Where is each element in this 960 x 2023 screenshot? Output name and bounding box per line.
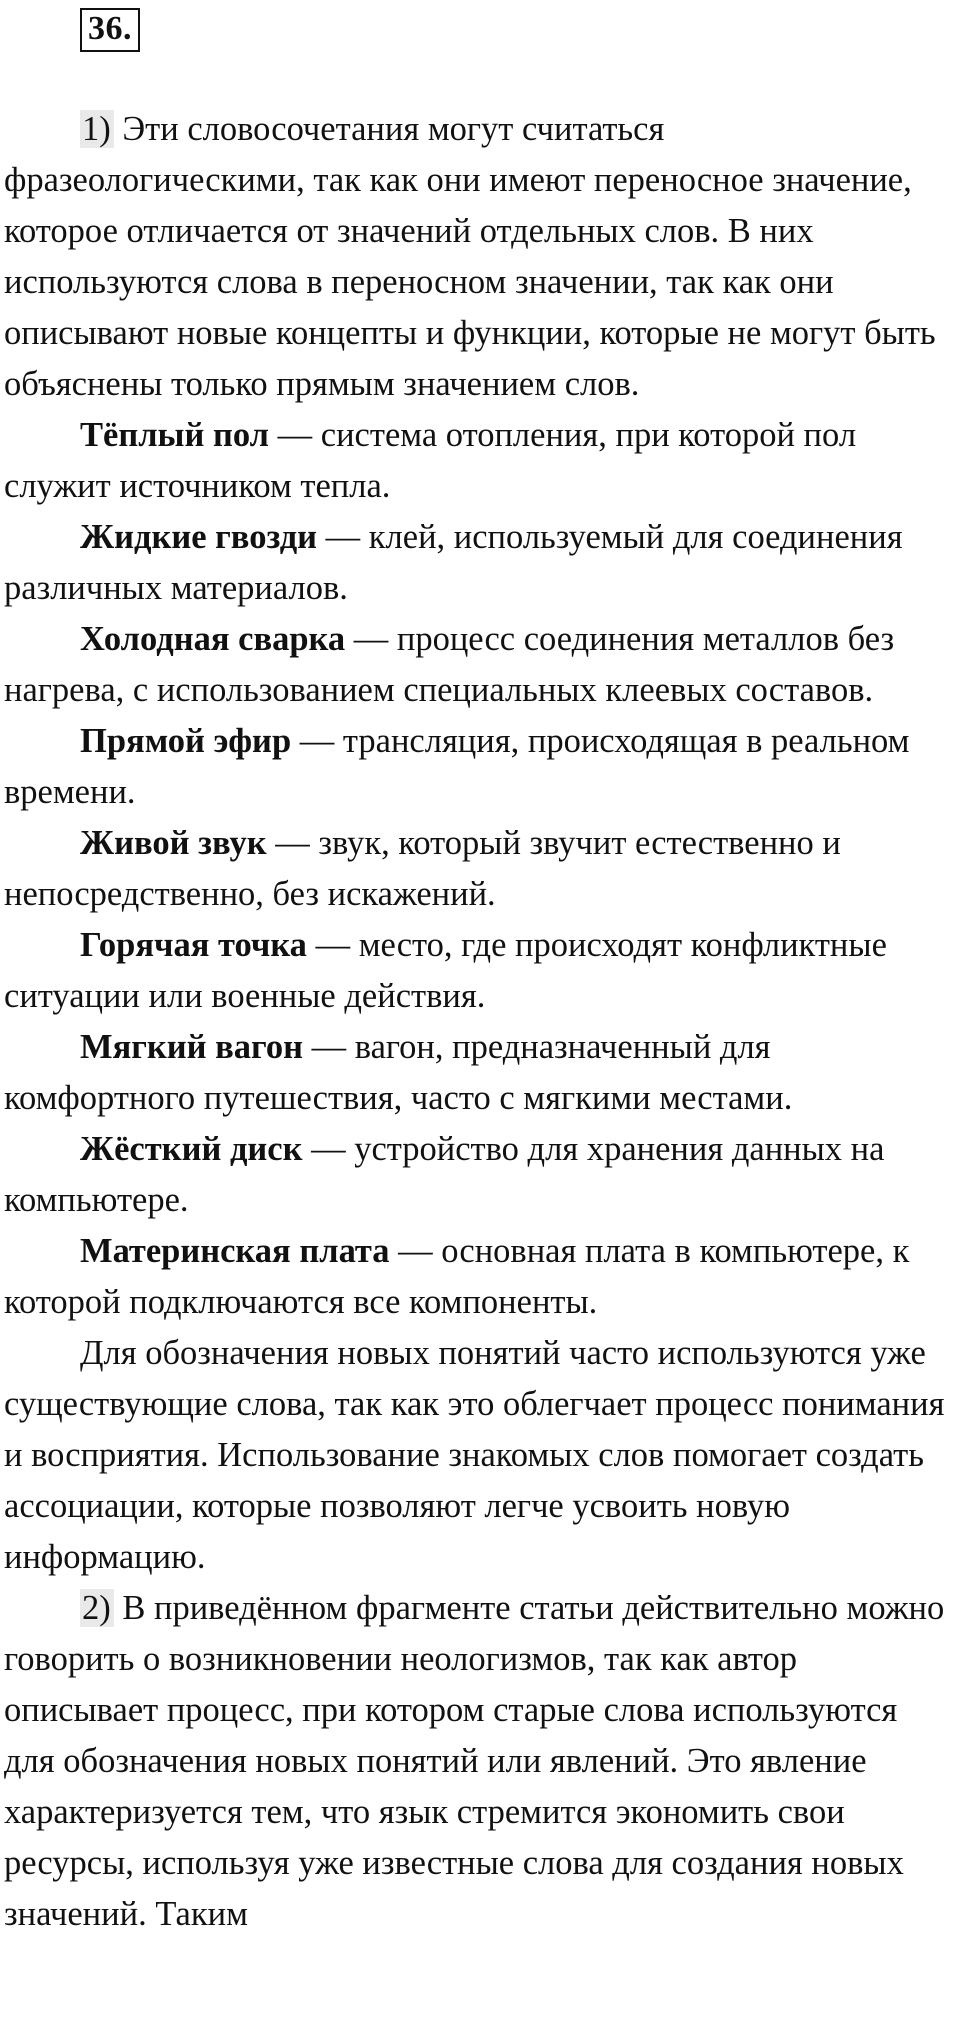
definition-zhestkiy-disk <box>4 1124 954 1226</box>
definition-zhidkie-gvozdi <box>4 512 954 614</box>
paragraph-1 <box>4 104 954 410</box>
definition-text: — вагон, предназначенный для комфортного путешествия, часто с мягкими местами. <box>4 1028 793 1117</box>
definition-text: — процесс соединения металлов без нагрева, с использованием специальных клеевых составов. <box>4 620 895 709</box>
paragraph-2 <box>4 1583 954 1940</box>
definition-text: — звук, который звучит естественно и непосредственно, без искажений. <box>4 824 841 913</box>
term: Жидкие гвозди <box>80 518 318 556</box>
term: Горячая точка <box>80 926 307 964</box>
task-number: 36. <box>80 8 140 52</box>
term: Материнская плата <box>80 1232 390 1270</box>
definition-text: — устройство для хранения данных на компьютере. <box>4 1130 885 1219</box>
item-marker-1: 1) <box>80 110 114 148</box>
term: Холодная сварка <box>80 620 346 658</box>
paragraph-conclusion <box>4 1328 954 1583</box>
definition-kholodnaya-svarka <box>4 614 954 716</box>
definition-text: — основная плата в компьютере, к которой подключаются все компоненты. <box>4 1232 910 1321</box>
term: Тёплый пол <box>80 416 270 454</box>
definition-materinskaya-plata <box>4 1226 954 1328</box>
paragraph-text: Для обозначения новых понятий часто используются уже существующие слова, так как это облегчает процесс понимания и восприятия. Использование знакомых слов помогает создать ассоциации, которые позволяют легче усвоить новую информацию. <box>4 1334 945 1576</box>
definition-text: — место, где происходят конфликтные ситуации или военные действия. <box>4 926 887 1015</box>
answer-text <box>4 104 954 1940</box>
term: Жёсткий диск <box>80 1130 303 1168</box>
definition-zhivoy-zvuk <box>4 818 954 920</box>
definition-pryamoy-efir <box>4 716 954 818</box>
definition-goryachaya-tochka <box>4 920 954 1022</box>
term: Прямой эфир <box>80 722 292 760</box>
definition-text: — система отопления, при которой пол служит источником тепла. <box>4 416 857 505</box>
term: Живой звук <box>80 824 267 862</box>
paragraph-text: В приведённом фрагменте статьи действительно можно говорить о возникновении неологизмов, так как автор описывает процесс, при котором старые слова используются для обозначения новых понятий или явлений. Это явление характеризуется тем, что язык стремится экономить свои ресурсы, используя уже известные слова для создания новых значений. Таким <box>4 1589 945 1933</box>
definition-text: — клей, используемый для соединения различных материалов. <box>4 518 903 607</box>
item-marker-2: 2) <box>80 1589 114 1627</box>
definition-teply-pol <box>4 410 954 512</box>
definition-text: — трансляция, происходящая в реальном времени. <box>4 722 910 811</box>
definition-myagkiy-vagon <box>4 1022 954 1124</box>
term: Мягкий вагон <box>80 1028 303 1066</box>
paragraph-text: Эти словосочетания могут считаться фразеологическими, так как они имеют переносное значение, которое отличается от значений отдельных слов. В них используются слова в переносном значении, так как они описывают новые концепты и функции, которые не могут быть объяснены только прямым значением слов. <box>4 110 936 403</box>
